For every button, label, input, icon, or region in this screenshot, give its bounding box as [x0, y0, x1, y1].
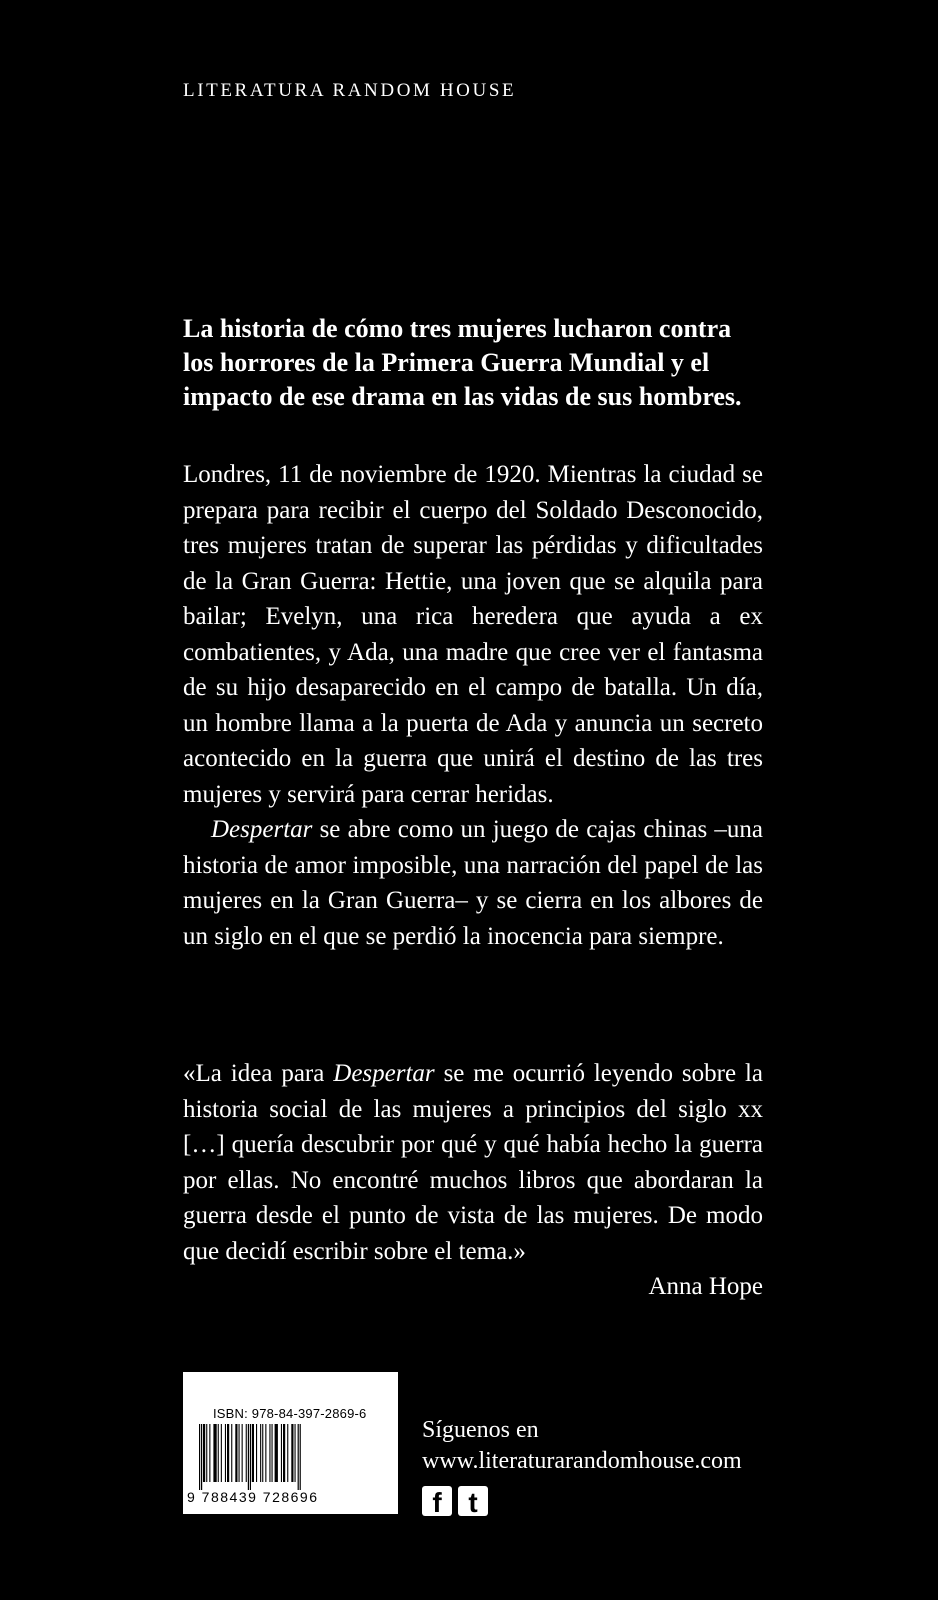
twitter-glyph: t: [468, 1487, 478, 1516]
barcode-bar: [265, 1424, 266, 1482]
synopsis-paragraph-2: [183, 812, 763, 954]
barcode-bar: [218, 1424, 219, 1482]
synopsis-paragraph-1: Londres, 11 de noviembre de 1920. Mientras la ciudad se prepara para recibir el cuerpo del Soldado Desconocido, tres mujeres tratan de superar las pérdidas y dificultades de la Gran Guerra: Hettie, una joven que se alquila para bailar; Evelyn, una rica heredera que ayuda a ex combatientes, y Ada, una madre que cree ver el fantasma de su hijo desaparecido en el campo de batalla. Un día, un hombre llama a la puerta de Ada y anuncia un secreto acontecido en la guerra que unirá el destino de las tres mujeres y servirá para cerrar heridas.: [183, 461, 763, 808]
quote-text-start: «La idea para: [183, 1060, 334, 1087]
barcode-bar: [272, 1424, 273, 1482]
lead-summary: La historia de cómo tres mujeres lucharon contra los horrores de la Primera Guerra Mundial y el impacto de ese drama en las vidas de sus hombres.: [183, 314, 742, 411]
barcode-panel: [183, 1372, 398, 1514]
social-links: [422, 1486, 488, 1516]
website-link[interactable]: www.literaturarandomhouse.com: [422, 1448, 742, 1474]
quote-text: [183, 1056, 763, 1269]
barcode-bar: [287, 1424, 288, 1482]
barcode-guard-bar: [250, 1424, 251, 1490]
barcode-bar: [206, 1424, 207, 1482]
ean-digits: 9 788439 728696: [187, 1489, 319, 1505]
publisher-name: LITERATURA RANDOM HOUSE: [183, 80, 517, 101]
barcode-bars: [197, 1424, 383, 1490]
barcode-bar: [256, 1424, 257, 1482]
barcode-guard-bar: [199, 1424, 200, 1490]
twitter-icon[interactable]: [458, 1486, 488, 1516]
quote-book-title: Despertar: [333, 1060, 435, 1087]
barcode-bar: [275, 1424, 278, 1482]
synopsis: [183, 457, 763, 954]
facebook-glyph: f: [432, 1487, 442, 1516]
barcode-bar: [252, 1424, 254, 1482]
barcode-guard-bar: [298, 1424, 299, 1490]
barcode-bar: [221, 1424, 222, 1482]
barcode-bar: [262, 1424, 263, 1482]
author-quote: [183, 1056, 763, 1305]
isbn-label: ISBN: 978-84-397-2869-6: [213, 1406, 367, 1421]
barcode-bar: [203, 1424, 205, 1482]
facebook-icon[interactable]: [422, 1486, 452, 1516]
barcode-bar: [239, 1424, 240, 1482]
barcode-guard-bar: [248, 1424, 249, 1490]
barcode-bar: [235, 1424, 237, 1482]
synopsis-paragraph-2-text: se abre como un juego de cajas chinas –una historia de amor imposible, una narración del papel de las mujeres en la Gran Guerra– y se cierra en los albores de un siglo en el que se perdió la inocencia para siempre.: [183, 816, 763, 950]
barcode-bar: [291, 1424, 293, 1482]
book-title: Despertar: [211, 816, 313, 843]
quote-author: Anna Hope: [648, 1273, 763, 1300]
barcode-bar: [225, 1424, 226, 1482]
follow-us: [422, 1415, 742, 1477]
barcode-bar: [260, 1424, 261, 1482]
barcode-bar: [295, 1424, 296, 1482]
quote-text-end: se me ocurrió leyendo sobre la historia social de las mujeres a principios del siglo xx […] quería descubrir por qué y qué había hecho la guerra por ellas. No encontré muchos libros que abordaran la guerra desde el punto de vista de las mujeres. De modo que decidí escribir sobre el tema.»: [183, 1060, 764, 1265]
barcode-bar: [283, 1424, 285, 1482]
barcode-guard-bar: [201, 1424, 202, 1490]
follow-label: Síguenos en: [422, 1417, 539, 1443]
barcode-bar: [269, 1424, 270, 1482]
barcode-guard-bar: [300, 1424, 301, 1490]
barcode-bar: [213, 1424, 216, 1482]
barcode-bar: [209, 1424, 210, 1482]
barcode-bar: [231, 1424, 232, 1482]
barcode-bar: [227, 1424, 229, 1482]
barcode-bar: [281, 1424, 282, 1482]
barcode-bar: [242, 1424, 243, 1482]
barcode-bar: [246, 1424, 247, 1482]
